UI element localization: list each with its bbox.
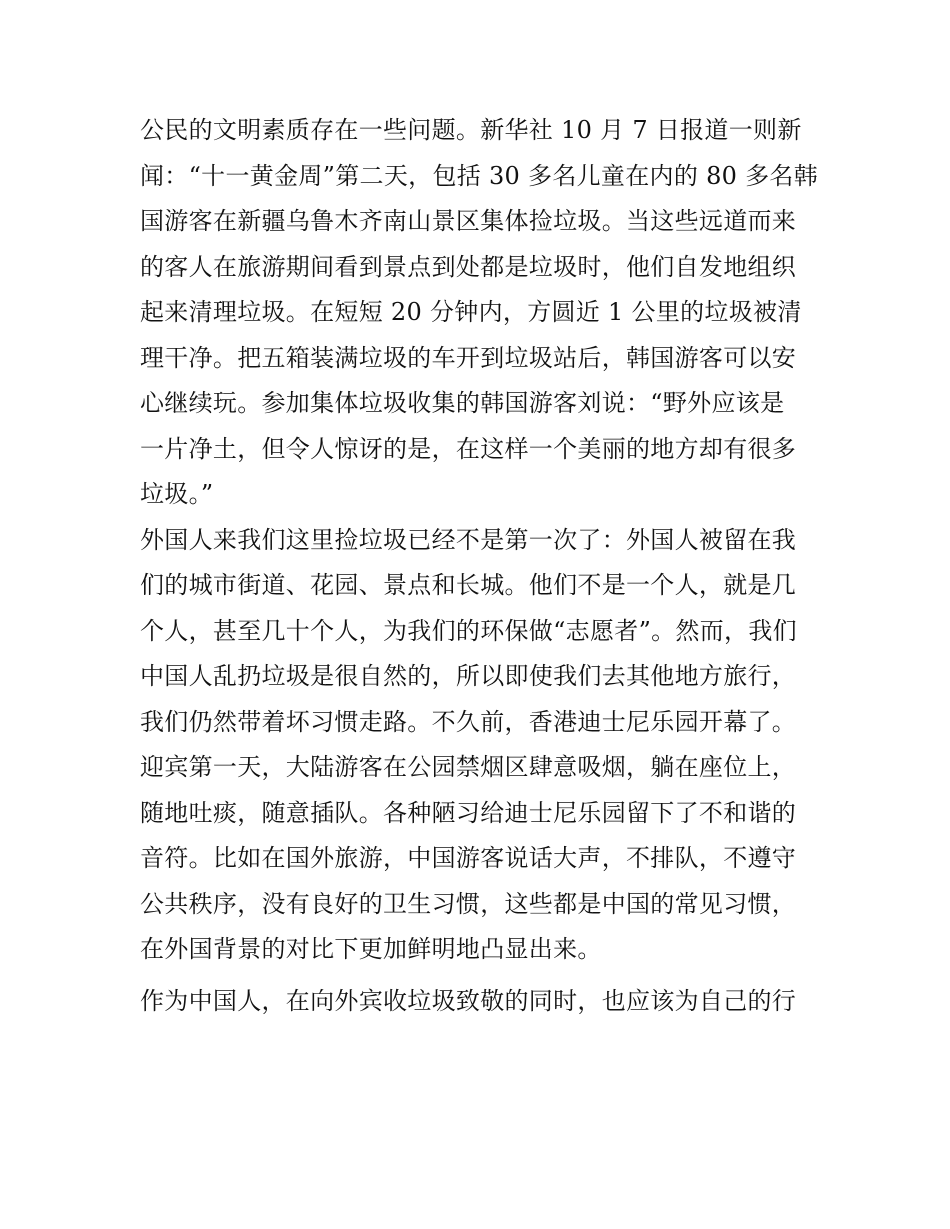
text-line: 心继续玩。参加集体垃圾收集的韩国游客刘说：“野外应该是 [140, 389, 785, 417]
text-line: 作为中国人，在向外宾收垃圾致敬的同时，也应该为自己的行 [140, 986, 797, 1015]
text-line: 起来清理垃圾。在短短 20 分钟内，方圆近 1 公里的垃圾被清 [140, 298, 802, 326]
text-line: 音符。比如在国外旅游，中国游客说话大声，不排队，不遵守 [140, 844, 797, 872]
text-line: 公民的文明素质存在一些问题。新华社 10 月 7 日报道一则新 [140, 116, 802, 144]
text-line: 闻：“十一黄金周”第二天，包括 30 多名儿童在内的 80 多名韩 [140, 161, 819, 190]
text-line: 垃圾。” [140, 480, 214, 508]
text-line: 理干净。把五箱装满垃圾的车开到垃圾站后，韩国游客可以安 [140, 343, 797, 372]
paragraph-1 [140, 108, 820, 518]
text-line: 迎宾第一天，大陆游客在公园禁烟区肆意吸烟，躺在座位上， [140, 753, 797, 781]
text-line: 在外国背景的对比下更加鲜明地凸显出来。 [140, 935, 602, 963]
paragraph-2 [140, 518, 820, 973]
text-line: 外国人来我们这里捡垃圾已经不是第一次了：外国人被留在我 [140, 525, 797, 554]
text-line: 的客人在旅游期间看到景点到处都是垃圾时，他们自发地组织 [140, 252, 797, 281]
text-line: 一片净土，但令人惊讶的是，在这样一个美丽的地方却有很多 [140, 434, 797, 463]
text-line: 们的城市街道、花园、景点和长城。他们不是一个人，就是几 [140, 571, 797, 599]
document-body [140, 108, 820, 1024]
text-line: 我们仍然带着坏习惯走路。不久前，香港迪士尼乐园开幕了。 [140, 707, 797, 736]
text-line: 随地吐痰，随意插队。各种陋习给迪士尼乐园留下了不和谐的 [140, 798, 797, 827]
text-line: 公共秩序，没有良好的卫生习惯，这些都是中国的常见习惯， [140, 889, 797, 918]
paragraph-3 [140, 979, 820, 1025]
text-line: 国游客在新疆乌鲁木齐南山景区集体捡垃圾。当这些远道而来 [140, 207, 797, 235]
text-line: 个人，甚至几十个人，为我们的环保做“志愿者”。然而，我们 [140, 616, 797, 645]
text-line: 中国人乱扔垃圾是很自然的，所以即使我们去其他地方旅行， [140, 662, 797, 690]
